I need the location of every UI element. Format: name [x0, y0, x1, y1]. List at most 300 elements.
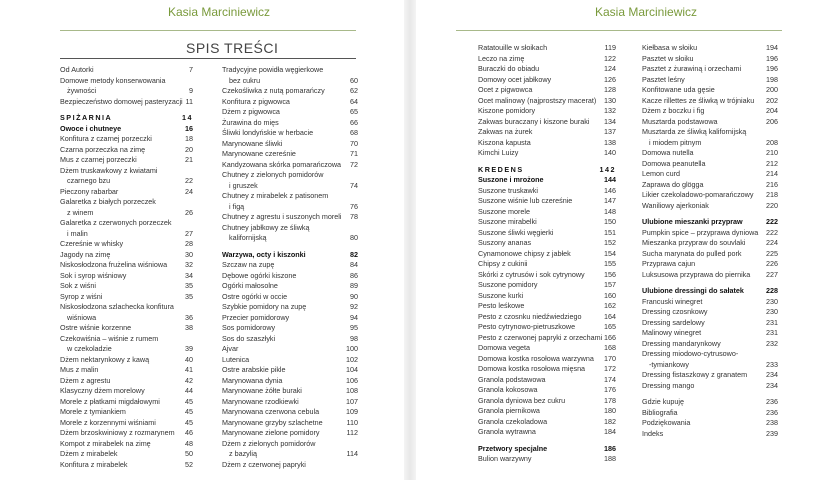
toc-entry-page: 225	[766, 248, 778, 258]
toc-entry-page: 172	[604, 364, 616, 373]
toc-entry	[642, 169, 778, 180]
toc-entry-title: Pasztet z żurawiną i orzechami	[642, 64, 742, 73]
toc-entry-title: Suszone pomidory	[478, 280, 538, 289]
toc-entry	[60, 302, 193, 313]
toc-entry-page: 146	[604, 185, 616, 195]
toc-entry	[478, 270, 616, 281]
toc-entry	[60, 428, 193, 439]
toc-entry-title: Dressing czosnkowy	[642, 307, 708, 316]
toc-entry	[478, 291, 616, 302]
toc-entry-title: Ulubione mieszanki przypraw	[642, 217, 743, 226]
toc-entry	[478, 148, 616, 159]
toc-entry-title: Marynowane żółte buraki	[222, 386, 302, 395]
toc-entry-title: Luksusowa przyprawa do piernika	[642, 269, 751, 279]
toc-entry	[222, 160, 358, 171]
toc-entry-title: Czekośliwka z nutą pomarańczy	[222, 86, 325, 95]
toc-entry	[222, 365, 358, 376]
toc-entry	[478, 396, 616, 407]
toc-entry	[222, 86, 358, 97]
toc-entry-title: Śliwki londyńskie w herbacie	[222, 128, 314, 137]
toc-entry-title: Od Autorki	[60, 65, 94, 74]
toc-entry	[60, 313, 193, 324]
toc-entry-title: i gruszek	[229, 180, 258, 190]
toc-entry	[642, 228, 778, 239]
toc-entry-title: Likier czekoladowo-pomarańczowy	[642, 190, 754, 199]
toc-entry-title: Przyprawa cajun	[642, 259, 696, 268]
toc-entry-title: Przetwory specjalne	[478, 443, 548, 453]
toc-entry-title: Marynowane czereśnie	[222, 149, 296, 158]
toc-entry-title: Przecier pomidorowy	[222, 312, 290, 322]
toc-entry	[478, 333, 616, 344]
toc-entry-page: 228	[766, 286, 778, 295]
toc-entry-title: Granola wytrawna	[478, 427, 536, 436]
toc-entry-page: 220	[766, 200, 778, 210]
toc-entry	[642, 370, 778, 381]
toc-entry-title: Bibliografia	[642, 407, 678, 417]
toc-entry-title: Ostre arabskie pikle	[222, 365, 286, 374]
toc-entry-page: 200	[766, 85, 778, 94]
toc-entry-title: Czarna porzeczka na zimę	[60, 144, 146, 154]
toc-entry-page: 170	[604, 353, 616, 363]
toc-column-4	[642, 43, 778, 439]
toc-entry	[60, 260, 193, 271]
toc-entry-title: Chipsy z cukinii	[478, 259, 528, 268]
toc-entry	[478, 312, 616, 323]
toc-entry-page: 104	[346, 365, 358, 374]
toc-entry	[60, 344, 193, 355]
toc-entry-title: SPIŻARNIA	[60, 113, 113, 122]
toc-entry-page: 20	[185, 144, 193, 154]
toc-entry-page: 155	[604, 259, 616, 268]
toc-entry-title: Granola czekoladowa	[478, 416, 548, 426]
toc-entry	[642, 429, 778, 440]
toc-entry	[222, 170, 358, 181]
toc-entry-title: Waniliowy ajerkoniak	[642, 200, 709, 210]
running-header-author: Kasia Marciniewicz	[595, 5, 698, 19]
toc-section-heading	[60, 113, 193, 124]
toc-entry-title: Kiszone pomidory	[478, 106, 536, 115]
toc-entry-page: 89	[350, 281, 358, 290]
toc-entry-page: 112	[346, 428, 358, 437]
toc-entry-title: Domowa vegeta	[478, 343, 530, 352]
toc-entry	[478, 117, 616, 128]
toc-entry-title: żywności	[67, 86, 97, 95]
toc-entry	[478, 217, 616, 228]
toc-entry	[642, 349, 778, 360]
toc-entry	[642, 360, 778, 371]
toc-entry-title: Sucha marynata do pulled pork	[642, 248, 742, 258]
toc-entry-page: 24	[185, 186, 193, 196]
toc-entry	[222, 107, 358, 118]
toc-entry	[222, 407, 358, 418]
toc-entry-page: 62	[350, 86, 358, 95]
toc-entry-page: 206	[766, 116, 778, 126]
toc-entry-page: 144	[604, 175, 616, 184]
toc-entry-title: Marynowane zielone pomidory	[222, 428, 320, 437]
toc-entry-page: 174	[604, 374, 616, 384]
toc-entry-page: 70	[350, 138, 358, 148]
toc-entry-page: 212	[766, 158, 778, 168]
toc-entry-title: Pesto leśkowe	[478, 301, 525, 310]
toc-entry-page: 48	[185, 438, 193, 448]
toc-entry	[222, 449, 358, 460]
toc-entry-title: Niskosłodzona frużelina wiśniowa	[60, 260, 168, 269]
toc-entry-title: Mus z czarnej porzeczki	[60, 155, 137, 164]
toc-entry-page: 218	[766, 190, 778, 199]
toc-entry-page: 151	[604, 227, 616, 237]
toc-entry-page: 226	[766, 259, 778, 268]
toc-entry	[222, 292, 358, 303]
toc-entry-page: 72	[350, 159, 358, 169]
toc-entry	[60, 323, 193, 334]
toc-entry	[642, 397, 778, 408]
toc-entry-title: Chutney z zielonych pomidorów	[222, 170, 324, 179]
toc-entry-page: 119	[604, 43, 616, 52]
toc-entry	[642, 85, 778, 96]
toc-entry-title: Dżem z boczku i fig	[642, 106, 705, 115]
toc-entry-title: Podziękowania	[642, 418, 691, 427]
toc-entry-page: 45	[185, 396, 193, 406]
toc-entry-page: 30	[185, 249, 193, 259]
toc-entry	[478, 106, 616, 117]
toc-entry	[478, 322, 616, 333]
toc-entry-page: 182	[604, 416, 616, 426]
toc-entry-title: Musztarda ze śliwką kalifornijską	[642, 127, 747, 136]
toc-entry-title: w czekoladzie	[67, 344, 112, 353]
toc-entry-title: Zaprawa do glögga	[642, 179, 704, 189]
toc-entry	[60, 97, 193, 108]
toc-entry-title: Marynowane grzyby szlachetne	[222, 417, 323, 427]
toc-entry-page: 66	[350, 117, 358, 127]
toc-chapter-heading	[478, 175, 616, 186]
toc-entry-page: 168	[604, 343, 616, 352]
toc-entry	[478, 375, 616, 386]
toc-entry	[222, 376, 358, 387]
toc-entry-title: Marynowana dynia	[222, 375, 283, 385]
toc-entry-page: 18	[185, 134, 193, 143]
toc-entry	[222, 397, 358, 408]
toc-entry-page: 132	[604, 106, 616, 115]
toc-entry	[222, 139, 358, 150]
toc-entry-page: 231	[766, 317, 778, 327]
toc-entry	[60, 386, 193, 397]
toc-entry-page: 95	[350, 323, 358, 332]
toc-entry-title: Pieczony rabarbar	[60, 186, 119, 196]
toc-entry-title: Pesto cytrynowo-pietruszkowe	[478, 322, 576, 331]
toc-entry	[222, 460, 358, 471]
toc-entry-page: 150	[604, 217, 616, 226]
toc-entry-title: Marynowane rzodkiewki	[222, 396, 299, 406]
toc-entry	[478, 301, 616, 312]
toc-title: SPIS TREŚCI	[186, 40, 279, 56]
toc-entry	[642, 307, 778, 318]
toc-entry-title: Pesto z czosnku niedźwiedziego	[478, 311, 582, 321]
running-header-author: Kasia Marciniewicz	[168, 5, 271, 19]
toc-entry-title: Dressing mandarynkowy	[642, 338, 721, 348]
toc-entry-page: 32	[185, 260, 193, 269]
toc-entry-page: 74	[350, 180, 358, 190]
toc-entry-title: Owoce i chutneye	[60, 123, 122, 133]
toc-entry-title: Szczaw na zupę	[222, 260, 275, 269]
toc-entry-title: Pumpkin spice – przyprawa dyniowa	[642, 227, 759, 237]
book-gutter	[404, 0, 416, 480]
toc-entry-page: 76	[350, 201, 358, 211]
toc-entry-title: Dżem brzoskwiniowy z rozmarynem	[60, 428, 175, 437]
toc-entry-title: Granola dyniowa bez cukru	[478, 395, 566, 405]
left-page	[0, 0, 400, 480]
toc-entry	[60, 239, 193, 250]
toc-entry-title: Galaretka z białych porzeczek	[60, 197, 156, 206]
toc-entry-title: Granola piernikowa	[478, 406, 540, 415]
toc-entry	[642, 96, 778, 107]
toc-entry	[222, 281, 358, 292]
toc-entry-title: Lutenica	[222, 354, 250, 364]
toc-entry	[642, 297, 778, 308]
toc-entry-page: 238	[766, 418, 778, 427]
toc-entry	[222, 149, 358, 160]
toc-entry-title: Tradycyjne powidła węgierkowe	[222, 65, 324, 74]
toc-entry-page: 214	[766, 169, 778, 178]
toc-entry-page: 107	[346, 396, 358, 406]
toc-entry-page: 60	[350, 75, 358, 85]
toc-entry-page: 94	[350, 312, 358, 322]
toc-entry	[642, 159, 778, 170]
toc-entry	[478, 238, 616, 249]
toc-entry	[222, 223, 358, 234]
toc-entry-page: 188	[604, 454, 616, 463]
toc-entry-title: Suszone wiśnie lub czereśnie	[478, 196, 573, 205]
toc-entry-page: 45	[185, 417, 193, 427]
toc-entry-page: 39	[185, 344, 193, 353]
toc-entry	[60, 76, 193, 87]
toc-entry-title: Dżem nektarynkowy z kawą	[60, 354, 150, 364]
toc-entry-page: 130	[604, 95, 616, 105]
toc-entry-title: Zakwas buraczany i kiszone buraki	[478, 116, 590, 126]
toc-entry	[642, 408, 778, 419]
toc-entry-title: Kandyzowana skórka pomarańczowa	[222, 159, 342, 169]
right-page	[420, 0, 840, 480]
toc-entry	[642, 201, 778, 212]
toc-entry-title: Dressing mango	[642, 380, 695, 390]
toc-entry-page: 234	[766, 380, 778, 390]
toc-column-3	[478, 43, 616, 465]
toc-chapter-heading	[222, 250, 358, 261]
toc-entry-title: Domowa kostka rosołowa mięsna	[478, 364, 586, 373]
toc-entry	[60, 334, 193, 345]
toc-entry-page: 110	[346, 417, 358, 427]
toc-entry-page: 137	[604, 127, 616, 136]
toc-entry-page: 35	[185, 291, 193, 301]
toc-entry-title: Ostre ogórki w occie	[222, 291, 288, 301]
toc-entry-page: 165	[604, 322, 616, 331]
toc-entry	[60, 418, 193, 429]
toc-entry-title: Leczo na zimę	[478, 53, 525, 63]
toc-entry	[642, 270, 778, 281]
toc-entry	[478, 280, 616, 291]
toc-entry-title: i malin	[67, 228, 88, 238]
toc-entry-page: 26	[185, 207, 193, 217]
toc-entry-title: Morele z tymiankiem	[60, 407, 126, 416]
toc-entry-title: Galaretka z czerwonych porzeczek	[60, 218, 172, 227]
toc-entry	[222, 302, 358, 313]
toc-entry	[478, 427, 616, 438]
toc-entry	[222, 271, 358, 282]
toc-entry	[60, 208, 193, 219]
toc-entry-page: 236	[766, 407, 778, 417]
toc-entry-page: 198	[766, 74, 778, 84]
toc-entry	[60, 292, 193, 303]
toc-entry-title: Warzywa, octy i kiszonki	[222, 249, 306, 259]
toc-entry	[60, 197, 193, 208]
toc-entry-page: 194	[766, 43, 778, 52]
toc-entry-page: 68	[350, 128, 358, 137]
toc-entry-title: Ajvar	[222, 344, 239, 353]
toc-entry	[478, 354, 616, 365]
toc-entry-title: Ogórki małosolne	[222, 281, 278, 290]
toc-entry-title: Ocet malinowy (najprostszy macerat)	[478, 95, 597, 105]
toc-entry	[60, 397, 193, 408]
toc-entry-title: Konfitura z pigwowca	[222, 96, 290, 106]
toc-entry-page: 152	[604, 238, 616, 247]
toc-entry-page: 7	[189, 65, 193, 74]
toc-entry	[642, 127, 778, 138]
toc-entry-page: 224	[766, 238, 778, 247]
toc-entry	[478, 196, 616, 207]
toc-section-heading	[478, 165, 616, 176]
toc-entry-title: Suszone morele	[478, 206, 530, 216]
toc-entry-title: i figą	[229, 201, 245, 211]
toc-entry-page: 236	[766, 397, 778, 406]
toc-entry-title: wiśniowa	[67, 312, 97, 322]
toc-entry	[642, 148, 778, 159]
toc-entry-page: 65	[350, 107, 358, 116]
toc-entry-page: 34	[185, 270, 193, 280]
toc-entry	[222, 386, 358, 397]
toc-entry-page: 27	[185, 228, 193, 238]
toc-entry-page: 184	[604, 427, 616, 436]
toc-entry-page: 80	[350, 233, 358, 242]
toc-entry	[60, 187, 193, 198]
toc-entry-title: Dżem z agrestu	[60, 375, 111, 385]
toc-entry-title: Francuski winegret	[642, 296, 703, 306]
toc-entry	[478, 259, 616, 270]
toc-entry	[60, 250, 193, 261]
toc-entry-title: Ratatouille w słoikach	[478, 43, 548, 52]
toc-entry	[60, 460, 193, 471]
toc-entry	[222, 418, 358, 429]
toc-entry	[478, 228, 616, 239]
toc-entry-page: 142	[599, 164, 616, 174]
toc-entry-page: 222	[766, 227, 778, 237]
toc-entry-title: Pesto z czerwonej papryki z orzechami	[478, 332, 603, 342]
toc-entry	[222, 233, 358, 244]
toc-entry-page: 98	[350, 333, 358, 343]
toc-entry	[478, 207, 616, 218]
toc-entry-page: 148	[604, 206, 616, 216]
toc-entry	[642, 259, 778, 270]
toc-entry-page: 35	[185, 281, 193, 290]
toc-entry-page: 14	[182, 113, 193, 122]
toc-entry-page: 11	[185, 96, 193, 106]
toc-entry	[642, 138, 778, 149]
toc-entry	[642, 117, 778, 128]
toc-entry	[222, 181, 358, 192]
toc-entry	[60, 176, 193, 187]
toc-entry-title: Cynamonowe chipsy z jabłek	[478, 248, 571, 258]
toc-entry-title: KREDENS	[478, 164, 524, 174]
toc-column-2	[222, 65, 358, 470]
toc-entry-page: 122	[604, 53, 616, 63]
toc-entry-title: Kiełbasa w słoiku	[642, 43, 698, 52]
toc-entry-title: Dżem z zielonych pomidorów	[222, 438, 316, 448]
toc-entry-title: Buraczki do obiadu	[478, 64, 540, 73]
toc-entry-page: 202	[766, 95, 778, 105]
title-rule	[60, 58, 356, 59]
toc-entry-page: 234	[766, 370, 778, 379]
toc-entry-page: 9	[189, 86, 193, 95]
toc-entry-page: 36	[185, 312, 193, 322]
toc-entry-page: 41	[185, 365, 193, 374]
toc-entry-title: kalifornijską	[229, 233, 267, 242]
toc-entry-page: 210	[766, 148, 778, 157]
toc-entry-page: 50	[185, 449, 193, 458]
toc-entry-page: 227	[766, 269, 778, 279]
toc-entry	[642, 106, 778, 117]
toc-entry	[642, 238, 778, 249]
toc-entry-page: 126	[604, 74, 616, 84]
toc-entry-title: Dressing fistaszkowy z granatem	[642, 370, 748, 379]
toc-entry-title: Sos do szaszłyki	[222, 333, 276, 343]
toc-entry	[478, 406, 616, 417]
toc-entry	[642, 328, 778, 339]
toc-entry-title: Mus z malin	[60, 365, 99, 374]
toc-entry-page: 140	[604, 148, 616, 157]
toc-entry-title: Morele z korzennymi wiśniami	[60, 417, 156, 427]
toc-entry	[222, 202, 358, 213]
toc-entry-page: 124	[604, 64, 616, 73]
toc-entry-page: 154	[604, 248, 616, 258]
toc-entry	[642, 418, 778, 429]
toc-entry-page: 230	[766, 307, 778, 316]
toc-chapter-heading	[60, 124, 193, 135]
toc-entry	[222, 334, 358, 345]
toc-entry-page: 71	[350, 149, 358, 158]
toc-entry	[60, 376, 193, 387]
toc-entry-page: 52	[185, 459, 193, 469]
toc-entry-page: 114	[346, 449, 358, 458]
toc-entry	[222, 323, 358, 334]
toc-entry-title: Domowe metody konserwowania	[60, 75, 166, 85]
toc-entry-page: 44	[185, 386, 193, 395]
toc-entry-title: Szybkie pomidory na zupę	[222, 302, 307, 311]
toc-entry	[60, 439, 193, 450]
toc-entry	[60, 281, 193, 292]
toc-entry-page: 134	[604, 116, 616, 126]
header-rule	[60, 30, 356, 31]
toc-entry-title: Dębowe ogórki kiszone	[222, 270, 297, 280]
toc-entry	[478, 343, 616, 354]
toc-entry-page: 109	[346, 407, 358, 416]
toc-entry-title: Zakwas na żurek	[478, 127, 533, 136]
toc-entry-page: 230	[766, 296, 778, 306]
toc-entry-page: 108	[346, 386, 358, 395]
toc-entry	[478, 43, 616, 54]
toc-entry	[222, 260, 358, 271]
toc-entry	[60, 449, 193, 460]
toc-entry-page: 38	[185, 323, 193, 332]
toc-entry-title: Suszone truskawki	[478, 185, 538, 195]
toc-entry-page: 42	[185, 375, 193, 385]
